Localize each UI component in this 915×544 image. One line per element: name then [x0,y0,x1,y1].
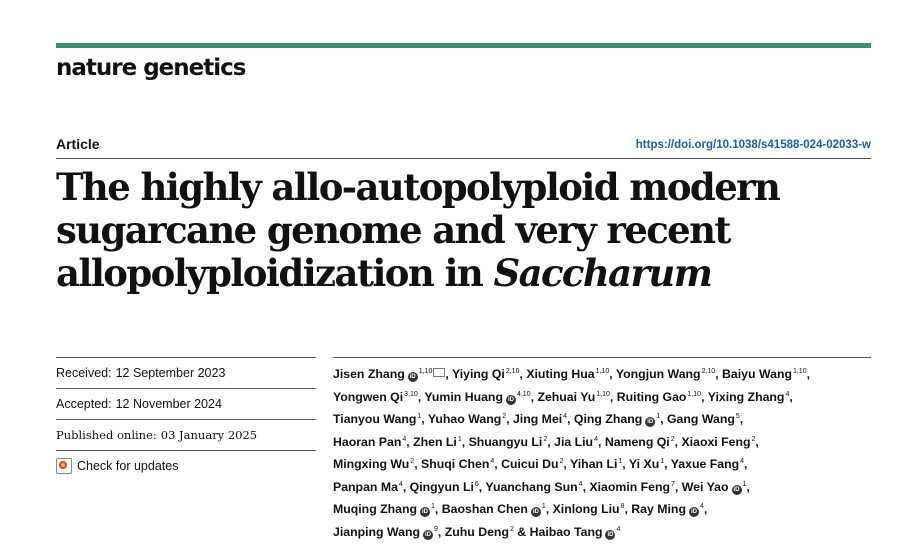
author-separator: , [703,502,708,516]
author-separator: & [513,524,530,539]
affiliation-number: 2 [502,413,507,420]
author[interactable] [410,480,479,494]
author-name: Zehuai Yu [537,389,596,404]
author[interactable] [554,435,598,449]
author-separator: , [567,412,574,426]
affiliation-number: 4 [490,458,495,465]
affiliation-number: 2,10 [505,368,520,375]
affiliation-number: 2 [509,525,514,533]
author-name: Zhen Li [413,434,457,449]
author-name: Panpan Ma [333,479,398,494]
author-line [333,497,873,520]
affiliation-number: 4 [578,480,583,488]
author[interactable] [629,457,664,471]
title-line-3 [56,252,856,295]
title-italic: Saccharum [493,251,712,295]
affiliation-number: 2 [670,435,675,443]
title-line-1: The highly allo-autopolyploid modern [56,165,780,209]
affiliation-number: 1,10 [687,390,702,398]
check-updates-label: Check for updates [77,459,179,473]
affiliation-number: 6 [474,480,479,488]
author-name: Yaxue Fang [670,457,740,471]
orcid-icon[interactable]: iD [507,396,514,403]
author-line [333,452,873,475]
affiliation-number: 1 [660,458,665,465]
check-updates-icon [56,458,72,474]
received-date: 12 September 2023 [115,366,226,380]
affiliation-number: 2 [543,435,548,443]
affiliation-number: 1,10 [792,368,807,375]
author-name: Yihan Li [570,457,618,471]
author-name: Haoran Pan [333,434,402,449]
affiliation-number: 4 [398,480,403,488]
affiliation-number: 1 [457,435,462,443]
author-separator: , [609,389,617,404]
author-name: Xiuting Hua [526,367,595,381]
affiliation-number: 2,10 [701,368,716,375]
author-separator: , [715,367,723,381]
author[interactable] [530,525,621,539]
author-name: Yuhao Wang [427,412,502,426]
author[interactable] [574,412,660,426]
author[interactable] [513,412,567,426]
journal-name: nature genetics [56,55,246,81]
author-separator: , [674,479,682,494]
orcid-icon[interactable]: iD [422,509,429,515]
author-separator: , [545,502,553,516]
author[interactable] [442,502,546,516]
received-row [56,357,316,388]
author[interactable] [333,502,435,516]
affiliation-number: 1 [656,413,661,420]
author-separator: , [746,479,750,494]
author[interactable] [469,435,548,449]
author-separator: , [421,412,428,426]
author[interactable] [333,412,421,426]
author[interactable] [617,390,701,404]
author-separator: , [445,367,452,381]
author-separator: , [609,367,616,381]
author[interactable] [537,390,609,404]
author-line [333,407,873,430]
orcid-icon[interactable]: iD [733,486,740,493]
author[interactable] [413,435,462,449]
author-name: Jisen Zhang [333,367,405,381]
author-separator: , [434,502,442,516]
affiliation-number: 1,10 [418,368,433,375]
author-separator: , [414,457,422,471]
orcid-icon[interactable]: iD [690,509,697,515]
author-separator: , [674,434,682,449]
affiliation-number: 2 [751,435,756,443]
author-name: Qingyun Li [409,479,474,494]
author[interactable] [667,412,740,426]
author-name: Xiaomin Feng [589,479,671,494]
author-name: Gang Wang [666,412,735,426]
author-name: Ray Ming [631,502,686,516]
author-name: Baiyu Wang [722,367,792,381]
author-separator: , [461,434,469,449]
author[interactable] [722,367,807,381]
affiliation-number: 1 [618,458,623,465]
author-name: Mingxing Wu [333,457,410,471]
email-icon[interactable] [433,368,445,377]
orcid-icon[interactable]: iD [409,374,416,380]
check-updates-button[interactable] [56,450,316,481]
affiliation-number: 4 [740,458,744,465]
author-name: Yixing Zhang [707,389,785,404]
author[interactable] [671,457,744,471]
author-separator: , [437,524,445,539]
author[interactable] [485,480,582,494]
author[interactable] [707,389,793,404]
published-label: Published online: [56,428,157,442]
doi-link[interactable]: https://doi.org/10.1038/s41588-024-02033-w [635,139,871,151]
author[interactable] [570,457,622,471]
author-separator: , [789,389,793,404]
author-separator: , [739,412,744,426]
author[interactable] [681,435,755,449]
affiliation-number: 4 [699,503,704,510]
affiliation-number: 4 [563,413,568,420]
author-name: Yuanchang Sun [485,479,578,494]
title-line-3-text: allopolyploidization in [56,251,494,295]
author-separator: , [806,367,811,381]
affiliation-number: 1 [742,480,747,488]
author-name: Ruiting Gao [616,389,687,404]
author[interactable] [428,412,506,426]
author-name: Shuqi Chen [421,457,490,471]
author-separator: , [506,412,513,426]
author-line [333,520,873,543]
author-name: Muqing Zhang [333,502,418,516]
affiliation-number: 1 [431,503,435,510]
author[interactable] [631,502,704,516]
author-name: Baoshan Chen [441,502,528,516]
affiliation-number: 2 [559,458,564,465]
author-name: Haibao Tang [529,524,603,539]
author-separator: , [406,434,414,449]
author[interactable] [589,480,675,494]
author-separator: , [519,367,527,381]
received-label: Received: [56,366,112,380]
published-row [56,419,316,450]
author-name: Jia Liu [554,434,594,449]
author-separator: , [624,502,632,516]
author[interactable] [333,525,438,539]
author-line [333,385,873,408]
author[interactable] [421,457,494,471]
affiliation-number: 4 [616,525,621,533]
affiliation-number: 4,10 [516,390,531,398]
author[interactable] [553,502,625,516]
author-name: Yiying Qi [452,367,505,381]
orcid-icon[interactable]: iD [607,531,614,538]
affiliation-number: 3,10 [404,390,418,398]
orcid-icon[interactable]: iD [425,531,431,538]
author-separator: , [582,479,590,494]
author-name: Zuhu Deng [444,524,509,539]
affiliation-number: 1 [541,503,546,510]
author-name: Yi Xu [628,457,660,471]
author-name: Nameng Qi [604,434,670,449]
affiliation-number: 4 [402,435,407,443]
title-line-2: sugarcane genome and very recent [56,208,730,252]
article-dates [56,357,316,481]
author-name: Shuangyu Li [468,434,543,449]
accepted-label: Accepted: [56,397,112,411]
author[interactable] [333,480,403,494]
affiliation-number: 9 [434,525,438,533]
author-name: Cuicui Du [501,457,559,471]
author-separator: , [701,389,708,404]
article-type: Article [56,136,100,152]
author-separator: , [402,479,410,494]
author-separator: , [494,457,502,471]
accepted-row [56,388,316,419]
author-separator: , [664,457,671,471]
author-line [333,362,873,385]
author-name: Yongjun Wang [615,367,701,381]
author[interactable] [333,435,406,449]
author-separator: , [755,434,759,449]
affiliation-number: 4 [785,390,790,398]
orcid-icon[interactable]: iD [532,509,539,515]
orcid-icon[interactable]: iD [647,419,654,425]
author-line [333,430,873,453]
affiliation-number: 1,10 [595,368,610,375]
author-line [333,475,873,498]
author-name: Yongwen Qi [333,389,404,404]
author-list [333,362,873,542]
author[interactable] [526,367,609,381]
author[interactable] [616,367,715,381]
author[interactable] [605,435,675,449]
affiliation-number: 4 [594,435,598,443]
author-separator: , [622,457,629,471]
affiliation-number: 2 [410,458,415,465]
author-separator: , [530,389,538,404]
header-rule [56,158,871,159]
author-name: Wei Yao [681,479,729,494]
author-name: Qing Zhang [573,412,643,426]
affiliation-number: 1,10 [596,390,610,398]
author-name: Xinlong Liu [552,502,620,516]
author-separator: , [417,389,425,404]
authors-rule [333,357,871,358]
author-separator: , [660,412,667,426]
author-name: Xiaoxi Feng [681,434,751,449]
author[interactable] [681,479,750,494]
author[interactable] [333,390,418,404]
top-rule [56,43,871,48]
author-separator: , [563,457,571,471]
published-date: 03 January 2025 [160,428,258,442]
author-separator: , [744,457,748,471]
author[interactable] [333,457,414,471]
author-name: Yumin Huang [424,389,503,404]
author[interactable] [501,457,563,471]
author[interactable] [445,525,514,539]
article-title [56,166,856,295]
accepted-date: 12 November 2024 [115,397,222,411]
author-name: Tianyou Wang [333,412,417,426]
author-separator: , [478,479,486,494]
author[interactable] [333,367,445,381]
affiliation-number: 1 [417,413,422,420]
author[interactable] [424,390,530,404]
author-separator: , [547,434,555,449]
author-name: Jing Mei [512,412,563,426]
affiliation-number: 7 [671,480,675,488]
author-separator: , [597,434,605,449]
affiliation-number: 5 [735,413,740,420]
affiliation-number: 8 [620,503,625,510]
author[interactable] [452,367,519,381]
author-name: Jianping Wang [333,524,420,539]
